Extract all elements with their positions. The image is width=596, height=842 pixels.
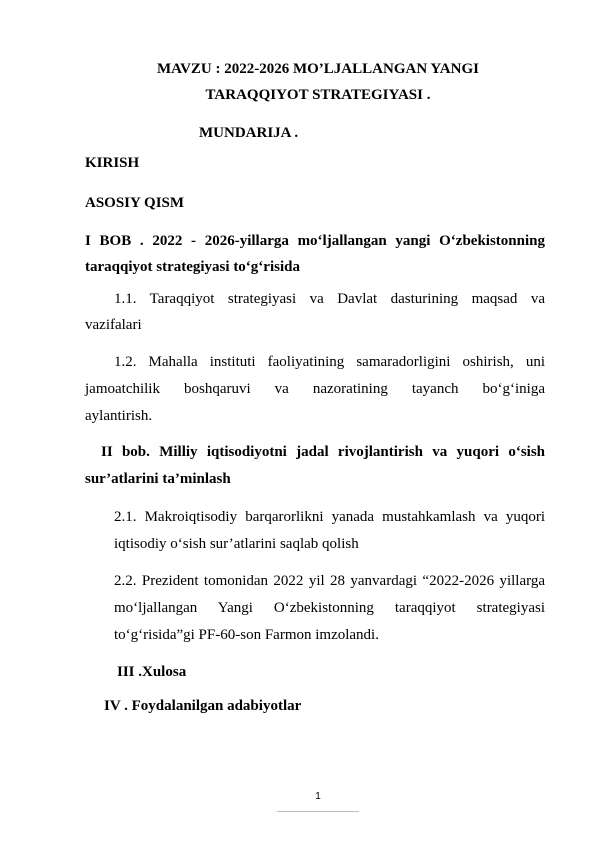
section-1-1-line-1: 1.1. Taraqqiyot strategiyasi va Davlat dasturining maqsad va [114, 291, 545, 307]
section-2-1-line-1: 2.1. Makroiqtisodiy barqarorlikni yanada mustahkamlash va yuqori [114, 509, 545, 525]
section-1-2-line-3: aylantirish. [85, 408, 153, 424]
section-1-2-line-2: jamoatchilik boshqaruvi va nazoratining tayanch bo‘g‘iniga [85, 381, 545, 397]
chapter-2-heading-line-2: sur’atlarini ta’minlash [85, 471, 231, 487]
footer-rule [277, 811, 359, 812]
section-2-2-line-3: to‘g‘risida”gi PF-60-son Farmon imzolandi. [114, 627, 379, 643]
section-2-1-line-2: iqtisodiy o‘sish sur’atlarini saqlab qolish [114, 536, 359, 552]
toc-references: IV . Foydalanilgan adabiyotlar [104, 698, 302, 714]
section-2-2-line-1: 2.2. Prezident tomonidan 2022 yil 28 yanvardagi “2022-2026 yillarga [114, 573, 545, 589]
chapter-1-heading-line-2: taraqqiyot strategiyasi to‘g‘risida [85, 259, 300, 275]
section-2-2-line-2: mo‘ljallangan Yangi O‘zbekistonning taraqqiyot strategiyasi [114, 600, 545, 616]
title-line-2: TARAQQIYOT STRATEGIYASI . [205, 87, 431, 103]
toc-intro: KIRISH [85, 155, 140, 171]
section-1-1-line-2: vazifalari [85, 317, 142, 333]
page-number: 1 [315, 791, 321, 802]
toc-main-part: ASOSIY QISM [85, 195, 185, 211]
title-line-1: MAVZU : 2022-2026 MO’LJALLANGAN YANGI [157, 61, 479, 77]
chapter-2-heading-line-1: II bob. Milliy iqtisodiyotni jadal rivojlantirish va yuqori o‘sish [101, 444, 545, 460]
section-1-2-line-1: 1.2. Mahalla instituti faoliyatining samaradorligini oshirish, uni [114, 354, 545, 370]
toc-conclusion: III .Xulosa [117, 664, 187, 680]
chapter-1-heading-line-1: I BOB . 2022 - 2026-yillarga mo‘ljallangan yangi O‘zbekistonning [85, 233, 545, 249]
contents-heading: MUNDARIJA . [199, 125, 299, 141]
